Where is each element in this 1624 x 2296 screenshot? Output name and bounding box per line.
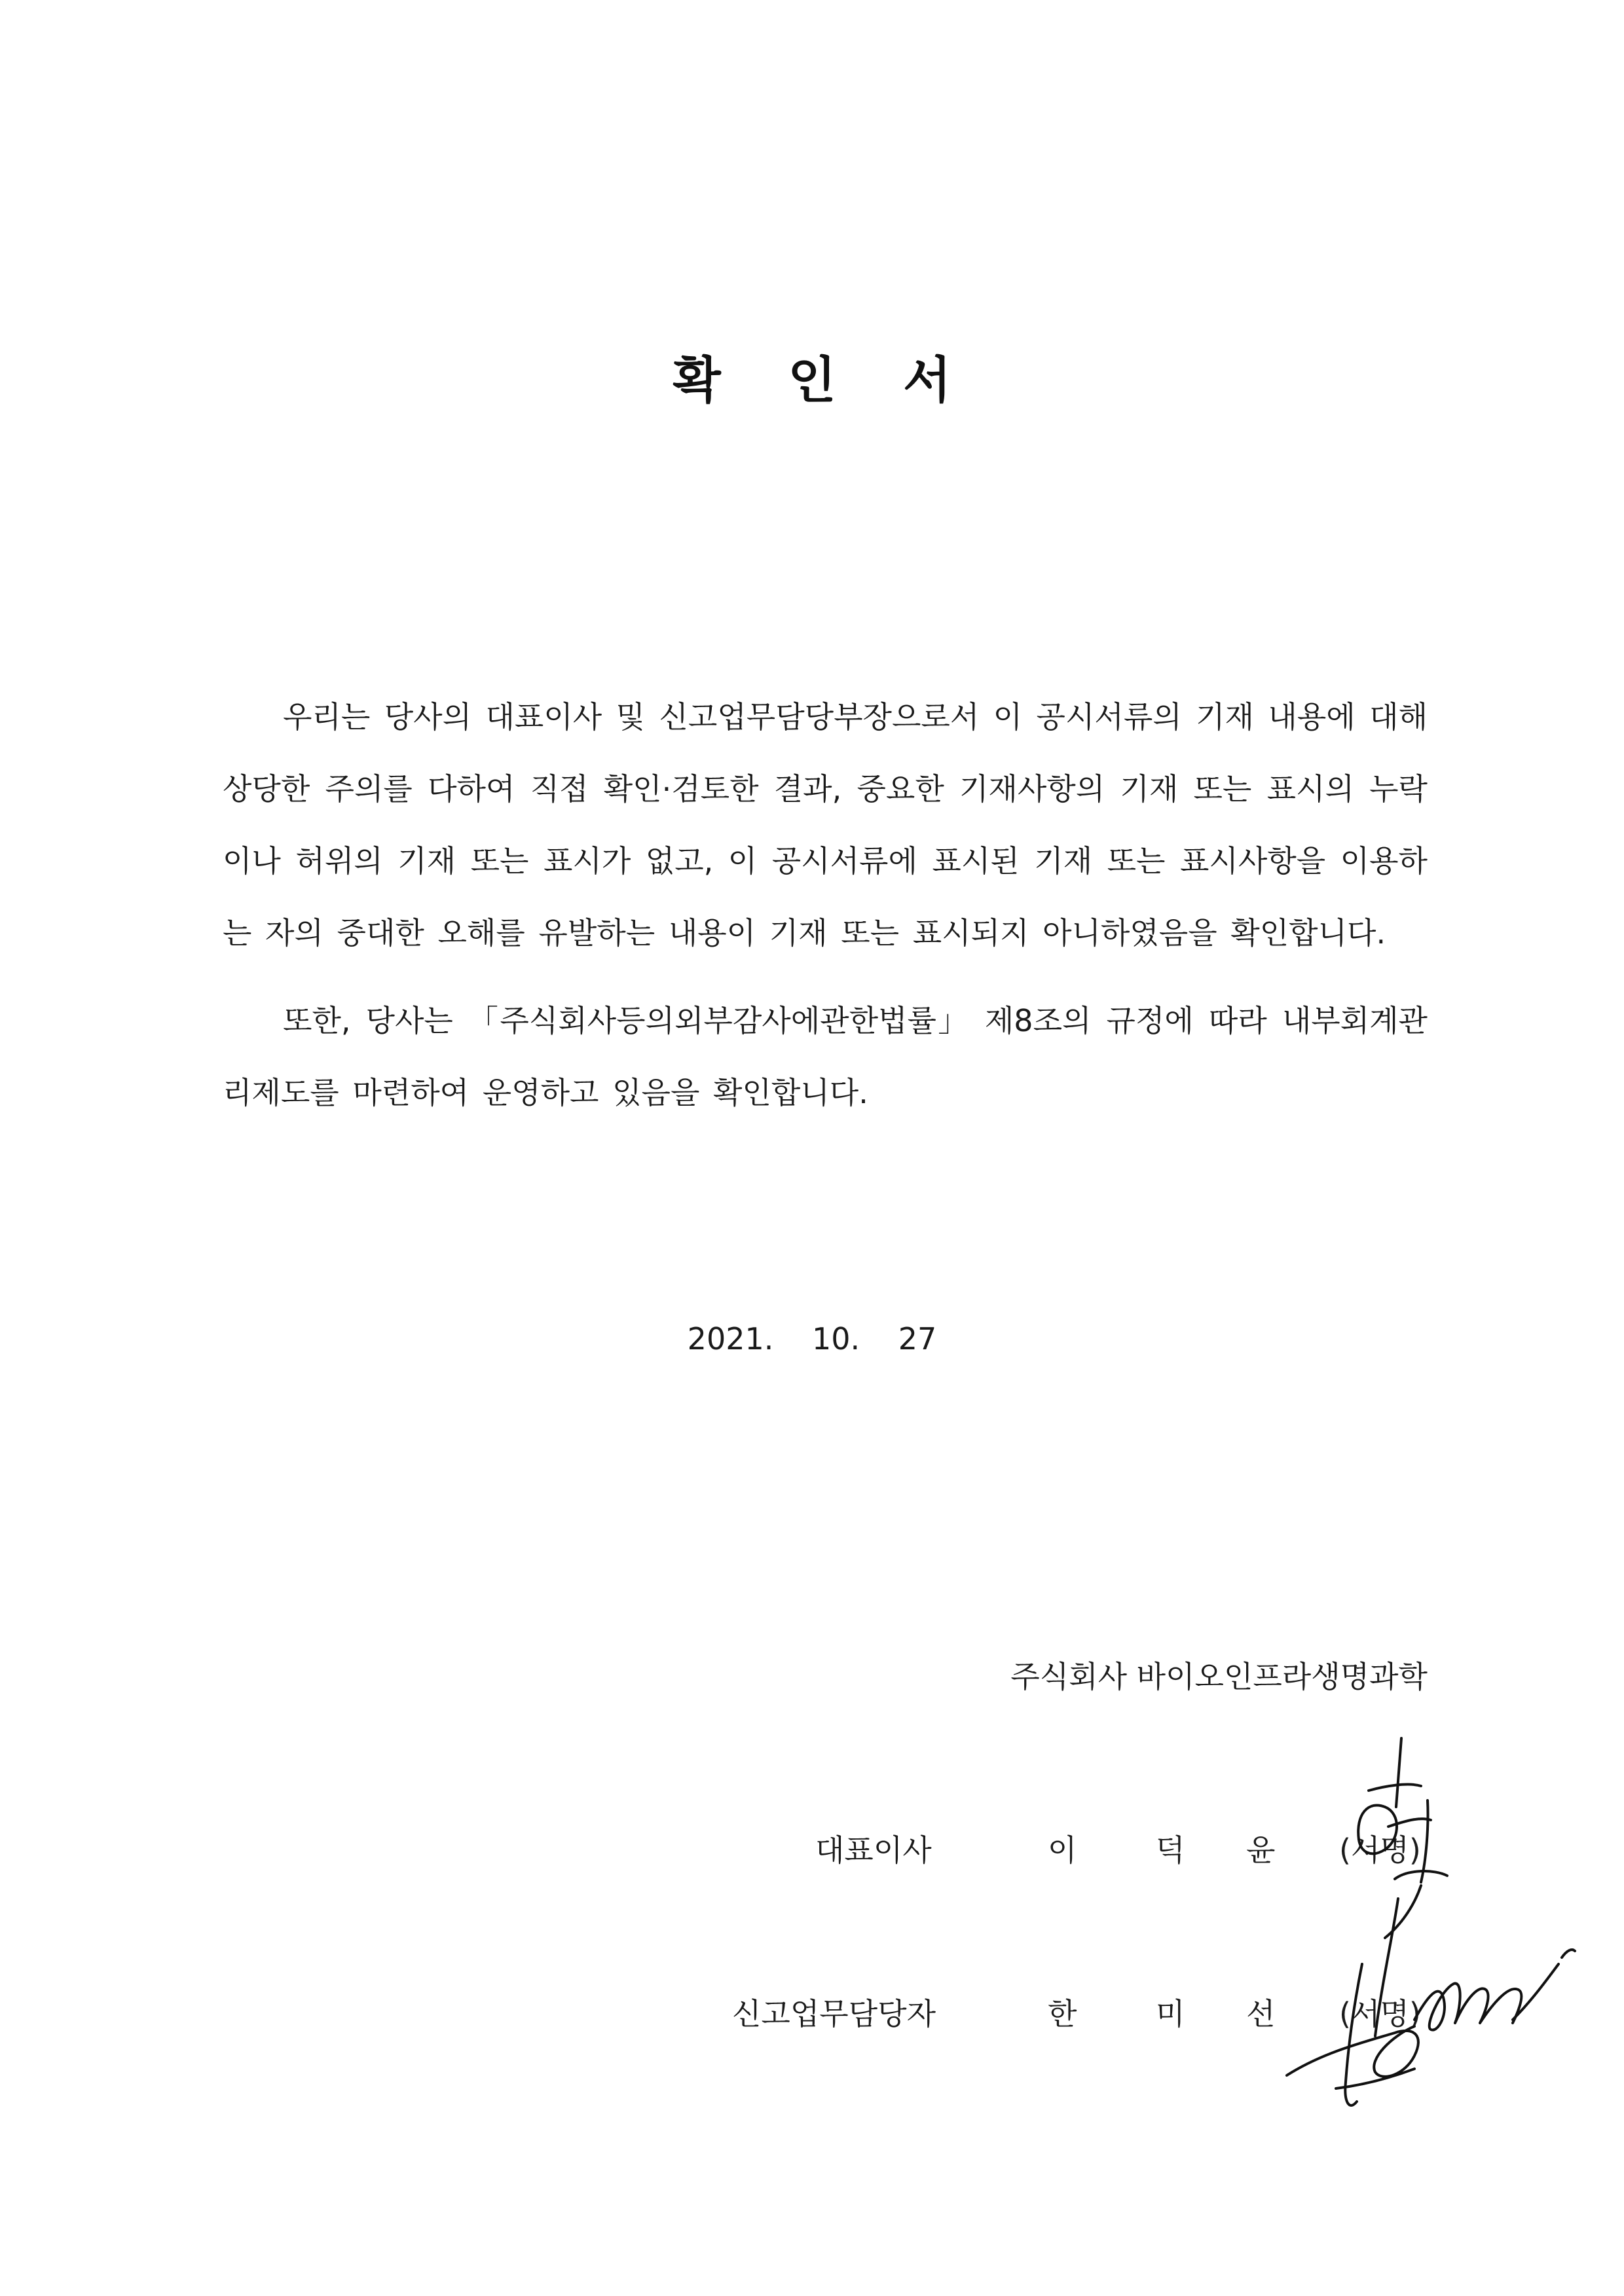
date-day: 27	[898, 1321, 937, 1357]
company-name: 주식회사 바이오인프라생명과학	[1010, 1659, 1428, 1694]
signer-name-char: 윤	[1246, 1832, 1276, 1868]
signer-role: 신고업무담당자	[732, 1996, 936, 2032]
paragraph-confirmation: 우리는 당사의 대표이사 및 신고업무담당부장으로서 이 공시서류의 기재 내용에 대해 상당한 주의를 다하여 직접 확인·검토한 결과, 중요한 기재사항의 기재 또는 표시의 누락이나 허위의 기재 또는 표시가 없고, 이 공시서류에 표시된 기재 또는 표시사항을 이용하는 자의 중대한 오해를 유발하는 내용이 기재 또는 표시되지 아니하였음을 확인합니다.	[223, 699, 1428, 951]
signer-name-char: 미	[1156, 1996, 1185, 2032]
signature-label: (서명)	[1339, 1832, 1421, 1868]
date-month: 10.	[812, 1321, 860, 1357]
document-date	[0, 1321, 1624, 1357]
title-char: 서	[903, 351, 951, 409]
document-title	[0, 340, 1624, 412]
signer-row-ceo	[0, 1827, 1624, 1872]
signer-role: 대표이사	[815, 1832, 932, 1868]
document-body	[223, 681, 1428, 1144]
date-year: 2021.	[687, 1321, 774, 1357]
signer-name-char: 한	[1048, 1996, 1077, 2032]
signer-row-disclosure-officer	[0, 1990, 1624, 2036]
signer-name-char: 이	[1048, 1832, 1077, 1868]
paragraph-internal-control: 또한, 당사는 「주식회사등의외부감사에관한법률」 제8조의 규정에 따라 내부회계관리제도를 마련하여 운영하고 있음을 확인합니다.	[223, 1003, 1428, 1110]
signer-name-char: 덕	[1156, 1832, 1185, 1868]
title-char: 확	[673, 351, 721, 409]
signature-label: (서명)	[1339, 1996, 1421, 2032]
signer-name-char: 선	[1246, 1996, 1276, 2032]
title-char: 인	[788, 351, 836, 409]
